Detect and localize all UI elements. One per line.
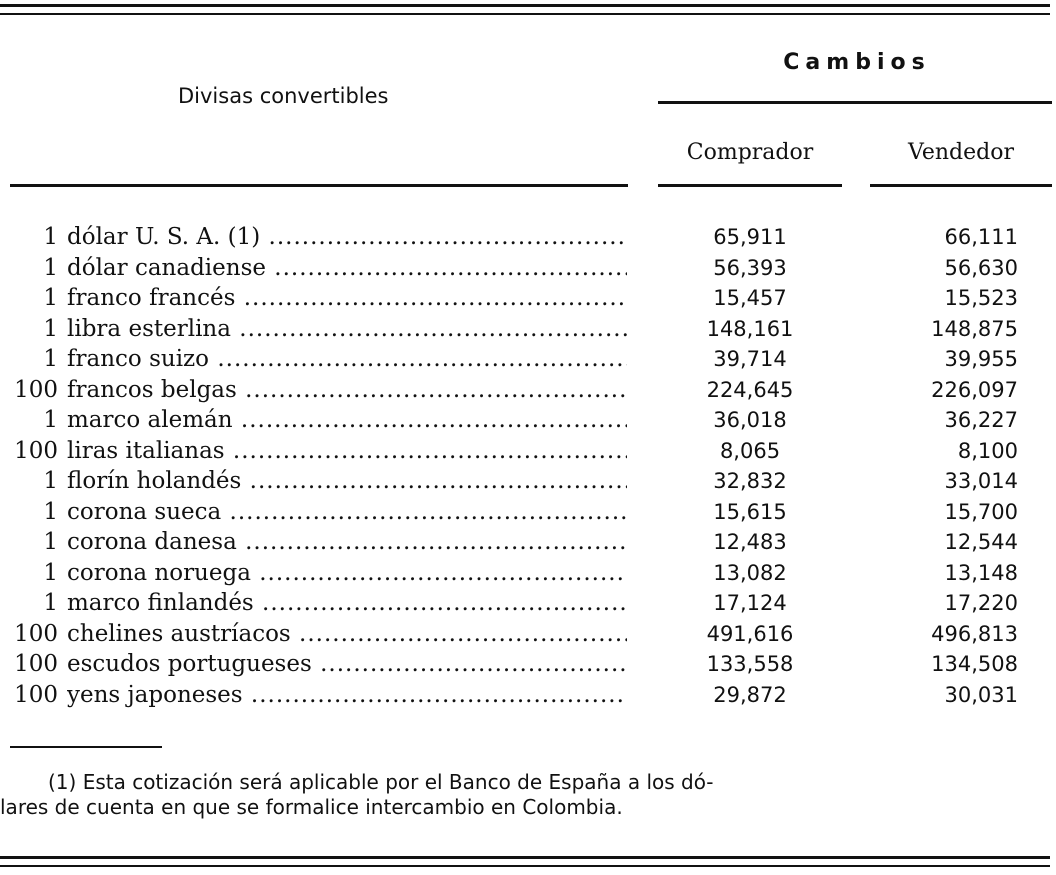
row-currency-name: florín holandés ..... — [67, 466, 627, 497]
row-quantity: 1 — [43, 346, 58, 372]
row-sell-rate: 15,700 — [944, 499, 1018, 524]
row-currency-name: dólar U. S. A. (1) ..... — [67, 222, 627, 253]
row-currency-name: chelines austríacos ..... — [67, 619, 627, 650]
row-quantity: 1 — [43, 254, 58, 281]
row-buy-rate: 17,124 — [713, 591, 787, 615]
row-currency-name: franco suizo ..... — [67, 344, 627, 375]
row-sell-rate: 496,813 — [931, 621, 1018, 646]
rates-group-header: Cambios — [783, 50, 931, 75]
row-sell-rate: 33,014 — [944, 469, 1018, 493]
sell-column-header: Vendedor — [907, 140, 1014, 165]
row-quantity: 1 — [43, 498, 58, 525]
top-rule-thick — [0, 4, 1050, 7]
row-currency-name: liras italianas ..... — [67, 436, 627, 467]
row-quantity: 1 — [43, 224, 58, 250]
row-buy-rate: 15,457 — [713, 286, 787, 310]
row-buy-rate: 491,616 — [706, 621, 794, 646]
row-quantity: 100 — [14, 620, 58, 647]
row-buy-rate: 8,065 — [719, 438, 781, 463]
row-currency-name: corona sueca ..... — [67, 497, 627, 528]
table-row — [0, 649, 1050, 680]
row-currency-name: corona noruega ..... — [67, 558, 627, 589]
footnote-line-2: lares de cuenta en que se formalice intercambio en Colombia. — [0, 795, 623, 819]
row-sell-rate: 30,031 — [944, 682, 1018, 707]
currencies-header-rule — [10, 184, 628, 187]
row-buy-rate: 224,645 — [706, 377, 794, 402]
row-buy-rate: 15,615 — [713, 499, 787, 524]
row-quantity: 100 — [14, 437, 58, 464]
row-currency-name: marco alemán ..... — [67, 405, 627, 436]
row-currency-name: franco francés ..... — [67, 283, 627, 314]
row-sell-rate: 39,955 — [944, 347, 1018, 371]
table-row — [0, 253, 1050, 284]
table-row — [0, 588, 1050, 619]
footnote-separator — [10, 746, 162, 748]
bottom-rule-thin — [0, 865, 1050, 867]
row-currency-name: libra esterlina ..... — [67, 314, 627, 345]
table-row — [0, 466, 1050, 497]
row-quantity: 100 — [14, 376, 58, 403]
row-buy-rate: 36,018 — [713, 408, 787, 432]
row-buy-rate: 56,393 — [713, 255, 787, 280]
row-quantity: 100 — [14, 681, 58, 708]
bottom-rule-thick — [0, 856, 1050, 859]
row-sell-rate: 8,100 — [957, 438, 1018, 463]
footnote-line-1: (1) Esta cotización será aplicable por el Banco de España a los dó- — [48, 770, 714, 794]
row-sell-rate: 134,508 — [931, 652, 1018, 676]
row-currency-name: marco finlandés ..... — [67, 588, 627, 619]
table-row — [0, 497, 1050, 528]
row-sell-rate: 226,097 — [931, 377, 1018, 402]
row-quantity: 1 — [43, 529, 58, 555]
table-row — [0, 283, 1050, 314]
rates-table-body — [0, 222, 1050, 710]
table-row — [0, 405, 1050, 436]
table-row — [0, 222, 1050, 253]
row-buy-rate: 32,832 — [713, 469, 787, 493]
row-quantity: 1 — [43, 590, 58, 616]
row-sell-rate: 13,148 — [944, 560, 1018, 585]
table-row — [0, 680, 1050, 711]
row-sell-rate: 36,227 — [944, 408, 1018, 432]
row-sell-rate: 12,544 — [944, 530, 1018, 554]
row-quantity: 1 — [43, 285, 58, 311]
row-quantity: 1 — [43, 315, 58, 342]
currencies-column-header: Divisas convertibles — [178, 84, 389, 108]
table-row — [0, 375, 1050, 406]
row-sell-rate: 15,523 — [944, 286, 1018, 310]
row-buy-rate: 39,714 — [713, 347, 787, 371]
row-sell-rate: 56,630 — [944, 255, 1018, 280]
row-currency-name: yens japoneses ..... — [67, 680, 627, 711]
table-row — [0, 558, 1050, 589]
buy-column-header: Comprador — [686, 140, 814, 165]
row-quantity: 1 — [43, 468, 58, 494]
row-sell-rate: 148,875 — [931, 316, 1018, 341]
row-buy-rate: 148,161 — [706, 316, 794, 341]
table-row — [0, 314, 1050, 345]
footnote — [0, 770, 1050, 820]
sell-header-rule — [870, 184, 1052, 187]
row-buy-rate: 65,911 — [713, 225, 787, 249]
row-sell-rate: 17,220 — [944, 591, 1018, 615]
row-quantity: 1 — [43, 559, 58, 586]
row-currency-name: francos belgas ..... — [67, 375, 627, 406]
row-quantity: 1 — [43, 407, 58, 433]
table-row — [0, 619, 1050, 650]
row-sell-rate: 66,111 — [944, 225, 1018, 249]
row-quantity: 100 — [14, 651, 58, 677]
row-buy-rate: 133,558 — [706, 652, 794, 676]
row-currency-name: escudos portugueses ..... — [67, 649, 627, 680]
top-rule-thin — [0, 13, 1050, 15]
rates-group-underline — [658, 101, 1052, 104]
row-buy-rate: 13,082 — [713, 560, 787, 585]
table-row — [0, 527, 1050, 558]
buy-header-rule — [658, 184, 842, 187]
table-row — [0, 344, 1050, 375]
row-buy-rate: 29,872 — [713, 682, 787, 707]
row-buy-rate: 12,483 — [713, 530, 787, 554]
row-currency-name: dólar canadiense ..... — [67, 253, 627, 284]
table-row — [0, 436, 1050, 467]
row-currency-name: corona danesa ..... — [67, 527, 627, 558]
